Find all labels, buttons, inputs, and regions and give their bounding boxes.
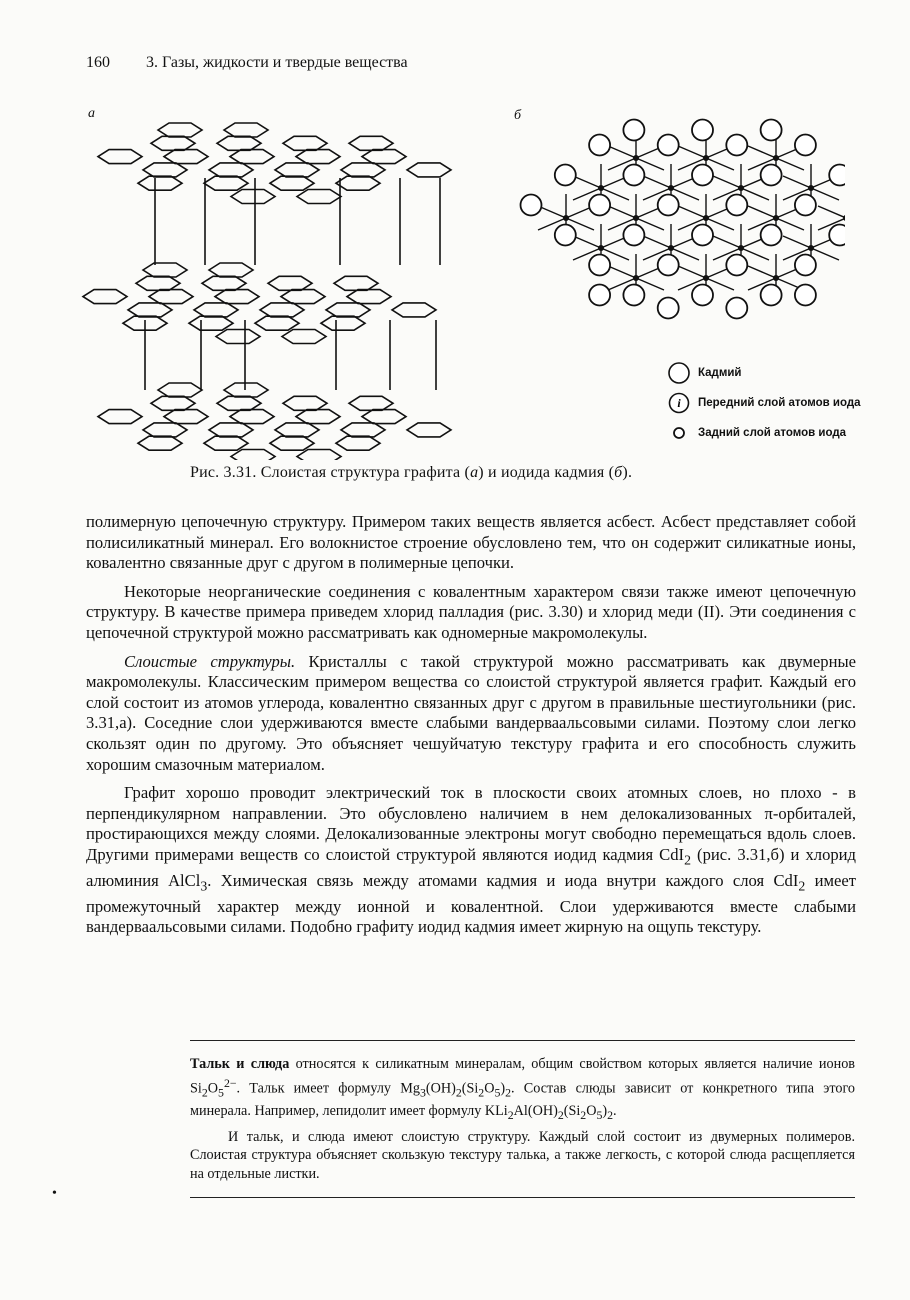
box-s3-sub2: 2 <box>557 1107 564 1122</box>
iodine-back-atom <box>726 255 747 276</box>
paragraph-2: Некоторые неорганические соединения с ковалентным характером связи также имеют цепочечную структуру. В качестве примера приведем хлорид палладия (рис. 3.30) и хлорид меди (II). Эти соединения с цепочечной структурой можно рассматривать как одномерные макромолекулы. <box>86 581 856 642</box>
iodine-front-atom <box>761 225 782 246</box>
panel-label-b: б <box>514 108 522 123</box>
cadmium-atom <box>633 275 639 281</box>
cadmium-atom <box>808 185 814 191</box>
hexagon-ring <box>217 136 261 150</box>
hexagon-ring <box>268 276 312 290</box>
box-s1: относятся к силикатным минералам, общим свойством которых является наличие ионов Si <box>190 1056 855 1097</box>
iodine-front-atom <box>521 195 542 216</box>
iodine-front-atom <box>726 195 747 216</box>
box-lead: Тальк и слюда <box>190 1056 290 1072</box>
hexagon-ring <box>83 290 127 304</box>
box-s3-sub5: 2 <box>607 1107 614 1122</box>
hexagon-ring <box>204 176 248 190</box>
iodine-back-atom <box>761 285 782 306</box>
paragraph-3-text: Кристаллы с такой структурой можно рассматривать как двумерные макромолекулы. Классическим примером вещества со слоистой структурой является графит. Каждый его слой состоит из атомов углерода, ковалентно связанных друг с другом в правильные шестиугольники (рис. 3.31,а). Соседние слои удерживаются вместе слабыми вандерваальсовыми силами. Поэтому слои легко скользят один по другому. Это объясняет чешуйчатую текстуру графита и его способность служить хорошим смазочным материалом. <box>86 651 856 774</box>
cadmium-atom <box>703 215 709 221</box>
figure-3-31 <box>80 100 900 480</box>
p4-sub1: 2 <box>684 852 691 868</box>
iodine-back-atom <box>589 255 610 276</box>
box-s3-sub4: 5 <box>596 1107 603 1122</box>
box-s2-sub5: 2 <box>505 1085 512 1100</box>
panel-label-a: а <box>88 106 95 121</box>
cadmium-atom <box>738 245 744 251</box>
box-s2-e: ) <box>500 1080 506 1097</box>
hexagon-ring <box>224 123 268 137</box>
box-s1-sub: 2 <box>201 1085 208 1100</box>
iodine-back-atom <box>726 135 747 156</box>
iodine-front-atom <box>795 135 816 156</box>
graphite-structure-diagram <box>80 120 480 460</box>
p4-part4: имеет промежуточный характер между ионной и ковалентной. Слои удерживаются вместе слабыми вандерваальсовыми силами. Подобно графиту иодид кадмия имеет жирную на ощупь текстуру. <box>86 870 856 937</box>
hexagon-ring <box>151 396 195 410</box>
iodine-front-atom <box>692 165 713 186</box>
hexagon-ring <box>275 423 319 437</box>
sidebar-box <box>190 1040 855 1198</box>
cadmium-atom <box>808 245 814 251</box>
page-number: 160 <box>86 54 110 71</box>
main-text <box>86 512 856 946</box>
box-s2-sub: 3 <box>419 1085 426 1100</box>
hexagon-ring <box>143 163 187 177</box>
hexagon-ring <box>230 410 274 424</box>
hexagon-ring <box>216 330 260 344</box>
iodine-back-atom <box>658 135 679 156</box>
cadmium-atom <box>773 215 779 221</box>
hexagon-ring <box>138 436 182 450</box>
legend-item-front-iodine <box>668 392 861 414</box>
hexagon-ring <box>164 410 208 424</box>
box-s2-sub3: 2 <box>478 1085 485 1100</box>
box-s1-mid: O <box>207 1080 219 1097</box>
hexagon-ring <box>164 150 208 164</box>
hexagon-ring <box>362 410 406 424</box>
cadmium-atom <box>633 215 639 221</box>
iodine-back-atom <box>795 195 816 216</box>
hexagon-ring <box>151 136 195 150</box>
hexagon-ring <box>224 383 268 397</box>
legend-label-front-iodine: Передний слой атомов иода <box>698 397 861 409</box>
box-s2-sub4: 5 <box>494 1085 501 1100</box>
bond <box>818 206 845 218</box>
hexagon-ring <box>231 450 275 461</box>
hexagon-ring <box>407 423 451 437</box>
bond <box>608 266 636 278</box>
legend-item-cadmium <box>668 362 861 384</box>
hexagon-ring <box>283 396 327 410</box>
graphite-layer-1 <box>98 123 451 204</box>
hexagon-ring <box>282 330 326 344</box>
iodine-back-atom <box>589 195 610 216</box>
hexagon-ring <box>334 276 378 290</box>
p4-part3: . Химическая связь между атомами кадмия и иода внутри каждого слоя CdI <box>207 870 799 890</box>
paragraph-3 <box>86 652 856 776</box>
hexagon-ring <box>204 436 248 450</box>
cadmium-atom <box>598 185 604 191</box>
page-header <box>86 54 408 72</box>
box-s2-b: (OH) <box>425 1080 456 1097</box>
figure-caption <box>190 464 632 482</box>
cadmium-atom <box>563 215 569 221</box>
bond <box>573 236 601 248</box>
hexagon-ring <box>189 316 233 330</box>
cadmium-atom <box>703 275 709 281</box>
section-lead-layered: Слоистые структуры. <box>124 651 296 671</box>
iodine-back-atom <box>761 165 782 186</box>
hexagon-ring <box>296 150 340 164</box>
hexagon-ring <box>209 423 253 437</box>
bond <box>573 176 601 188</box>
iodine-front-atom <box>623 285 644 306</box>
hexagon-ring <box>407 163 451 177</box>
iodine-back-atom <box>692 285 713 306</box>
box-paragraph-2: И тальк, и слюда имеют слоистую структуру. Каждый слой состоит из двумерных полимеров. Слоистая структура объясняет скользкую текстуру талька, а также легкость, с которой слюда расщепляется на отдельные листки. <box>190 1128 855 1182</box>
paragraph-1: полимерную цепочечную структуру. Примером таких веществ является асбест. Асбест представляет собой полисиликатный минерал. Его волокнистое строение обусловлено тем, что он содержит силикатные ионы, ковалентно связанные друг с другом в полимерные цепочки. <box>86 512 856 573</box>
hexagon-ring <box>194 303 238 317</box>
hexagon-ring <box>158 123 202 137</box>
hexagon-ring <box>270 176 314 190</box>
legend-symbol-i: i <box>677 396 681 410</box>
box-s1-sub2: 5 <box>218 1085 224 1100</box>
box-s3-sub: 2 <box>507 1107 514 1122</box>
iodine-front-atom <box>589 135 610 156</box>
bond <box>783 236 811 248</box>
iodine-back-atom <box>658 298 679 319</box>
bond <box>608 206 636 218</box>
cadmium-atom <box>773 275 779 281</box>
p4-part2: (рис. 3.31,б) и хлорид алюминия AlCl <box>86 844 856 890</box>
bond <box>748 146 776 158</box>
hexagon-ring <box>138 176 182 190</box>
box-s3-end: . <box>613 1102 617 1119</box>
bond <box>811 248 839 260</box>
hexagon-ring <box>296 410 340 424</box>
hexagon-ring <box>260 303 304 317</box>
p4-sub2: 3 <box>200 878 208 894</box>
box-s2-c: (Si <box>461 1080 479 1097</box>
hexagon-ring <box>128 303 172 317</box>
bond <box>713 176 741 188</box>
caption-middle: ) и иодида кадмия ( <box>478 464 615 481</box>
box-s3-d: O <box>586 1102 597 1119</box>
hexagon-ring <box>336 436 380 450</box>
caption-prefix: Рис. 3.31. Слоистая структура графита ( <box>190 464 471 481</box>
bond <box>748 266 776 278</box>
bond <box>811 188 839 200</box>
hexagon-ring <box>349 136 393 150</box>
hexagon-ring <box>98 150 142 164</box>
hexagon-ring <box>230 150 274 164</box>
p4-sub3: 2 <box>798 878 806 894</box>
bond <box>608 146 636 158</box>
hexagon-ring <box>349 396 393 410</box>
cadmium-atom <box>668 185 674 191</box>
paragraph-4 <box>86 783 856 938</box>
cadmium-atom <box>843 215 845 221</box>
graphite-layer-2 <box>83 263 436 344</box>
cadmium-atom <box>598 245 604 251</box>
hexagon-ring <box>347 290 391 304</box>
box-s3-e: ) <box>602 1102 608 1119</box>
p4-part1: Графит хорошо проводит электрический ток в плоскости своих атомных слоев, но плохо - в перпендикулярном направлении. Это обусловлено наличием в нем делокализованных π-орбиталей, простирающихся между слоями. Делокализованные электроны могут свободно перемещаться вдоль слоев. Другими примерами веществ со слоистой структурой являются иодид кадмия CdI <box>86 783 856 864</box>
caption-a: а <box>470 464 479 481</box>
iodine-front-atom <box>623 120 644 141</box>
hexagon-ring <box>270 436 314 450</box>
cadmium-atom <box>738 185 744 191</box>
hexagon-ring <box>98 410 142 424</box>
cadmium-atom <box>773 155 779 161</box>
hexagon-ring <box>362 150 406 164</box>
bond <box>678 146 706 158</box>
graphite-layer-3 <box>98 383 451 460</box>
iodine-back-atom <box>761 120 782 141</box>
running-title: 3. Газы, жидкости и твердые вещества <box>146 54 408 71</box>
iodine-back-atom <box>658 195 679 216</box>
hexagon-ring <box>149 290 193 304</box>
bond <box>643 236 671 248</box>
legend-item-back-iodine <box>668 422 861 444</box>
bond <box>643 176 671 188</box>
box-s3-sub3: 2 <box>580 1107 587 1122</box>
caption-b: б <box>614 464 623 481</box>
hexagon-ring <box>158 383 202 397</box>
cadmium-iodide-structure-diagram <box>515 100 845 330</box>
hexagon-ring <box>202 276 246 290</box>
hexagon-ring <box>215 290 259 304</box>
iodine-back-atom <box>692 120 713 141</box>
box-s2: . Тальк имеет формулу Mg <box>236 1080 420 1097</box>
hexagon-ring <box>321 316 365 330</box>
hexagon-ring <box>275 163 319 177</box>
iodine-back-atom <box>795 285 816 306</box>
circle-i-icon <box>668 392 690 414</box>
iodine-back-atom <box>829 165 845 186</box>
hexagon-ring <box>392 303 436 317</box>
bond <box>678 266 706 278</box>
hexagon-ring <box>209 263 253 277</box>
bond <box>783 176 811 188</box>
hexagon-ring <box>326 303 370 317</box>
bond <box>748 206 776 218</box>
iodine-back-atom <box>623 225 644 246</box>
bond <box>538 206 566 218</box>
iodine-front-atom <box>589 285 610 306</box>
cadmium-atom <box>633 155 639 161</box>
legend-label-back-iodine: Задний слой атомов иода <box>698 427 847 439</box>
margin-mark: • <box>52 1186 57 1201</box>
box-s3: . Состав слюды зависит от конкретного типа этого минерала. Например, лепидолит имеет формулу KLi <box>190 1080 856 1119</box>
large-circle-icon <box>668 362 690 384</box>
iodine-front-atom <box>555 225 576 246</box>
iodine-back-atom <box>692 225 713 246</box>
hexagon-ring <box>341 163 385 177</box>
legend-label-cadmium: Кадмий <box>698 367 742 379</box>
iodine-front-atom <box>658 255 679 276</box>
hexagon-ring <box>231 190 275 204</box>
hexagon-ring <box>143 263 187 277</box>
hexagon-ring <box>297 450 341 461</box>
caption-suffix: ). <box>622 464 633 481</box>
hexagon-ring <box>341 423 385 437</box>
bond <box>713 236 741 248</box>
box-s2-sub2: 2 <box>455 1085 462 1100</box>
iodine-back-atom <box>795 255 816 276</box>
hexagon-ring <box>336 176 380 190</box>
hexagon-ring <box>297 190 341 204</box>
figure-legend <box>668 362 861 452</box>
box-s3-c: (Si <box>563 1102 581 1119</box>
hexagon-ring <box>136 276 180 290</box>
cadmium-atom <box>668 245 674 251</box>
hexagon-ring <box>217 396 261 410</box>
iodine-back-atom <box>555 165 576 186</box>
hexagon-ring <box>143 423 187 437</box>
bond <box>678 206 706 218</box>
bond-lines <box>538 134 845 302</box>
hexagon-ring <box>283 136 327 150</box>
small-circle-icon <box>668 422 690 444</box>
iodine-back-atom <box>623 165 644 186</box>
iodine-front-atom <box>726 298 747 319</box>
hexagon-ring <box>281 290 325 304</box>
iodine-back-atom <box>829 225 845 246</box>
hexagon-ring <box>255 316 299 330</box>
cadmium-atom <box>703 155 709 161</box>
hexagon-ring <box>209 163 253 177</box>
box-s2-d: O <box>484 1080 495 1097</box>
box-s3-b: Al(OH) <box>513 1102 558 1119</box>
box-s1-sup: 2− <box>223 1075 237 1090</box>
box-paragraph-1 <box>190 1055 855 1124</box>
